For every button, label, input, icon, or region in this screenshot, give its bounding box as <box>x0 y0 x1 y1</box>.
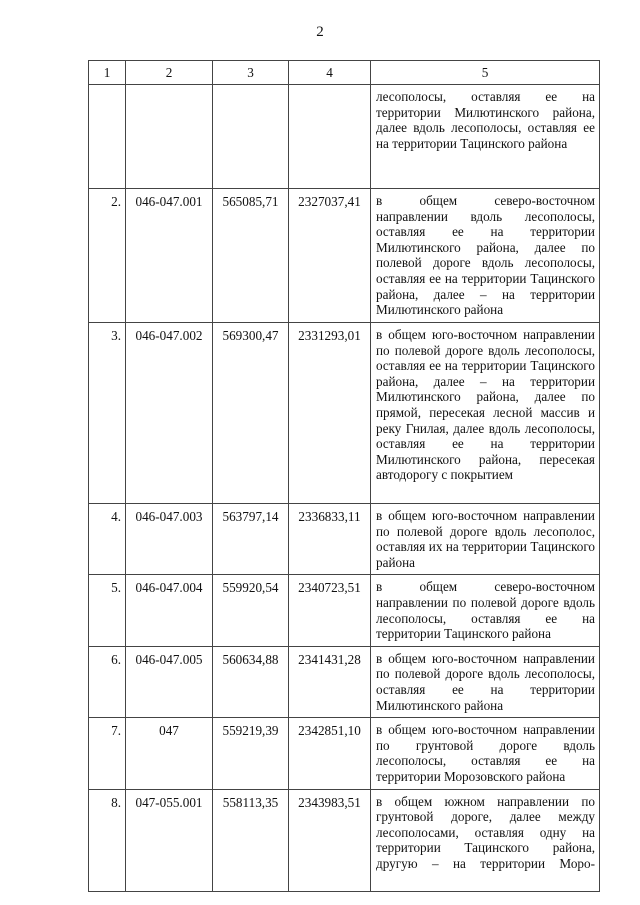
table-row <box>89 789 600 892</box>
boundary-description: в общем юго-восточном направлении по грунтовой дороге вдоль лесополосы, оставляя ее на территории Морозовского района <box>376 722 595 784</box>
column-header-2: 2 <box>126 61 213 85</box>
point-code: 046-047.001 <box>126 189 213 323</box>
row-number: 4. <box>89 504 126 575</box>
boundary-table <box>88 60 600 892</box>
coordinate-x: 558113,35 <box>213 789 289 892</box>
coordinate-y: 2327037,41 <box>289 189 371 323</box>
coordinate-y: 2340723,51 <box>289 575 371 646</box>
point-code: 046-047.005 <box>126 646 213 717</box>
boundary-description: в общем юго-восточном направлении по полевой дороге вдоль лесополос, оставляя их на территории Тацинского района <box>376 508 595 570</box>
row-number: 6. <box>89 646 126 717</box>
point-code: 046-047.002 <box>126 323 213 504</box>
row-number: 2. <box>89 189 126 323</box>
row-number <box>89 85 126 189</box>
table-row <box>89 646 600 717</box>
boundary-description: лесополосы, оставляя ее на территории Милютинского района, далее вдоль лесополосы, оставляя ее на территории Тацинского района <box>376 89 595 151</box>
page-number: 2 <box>316 24 324 40</box>
boundary-description: в общем южном направлении по грунтовой дороге, далее между лесополосами, оставляя одну на территории Тацинского района, другую – на территории Моро- <box>376 793 595 871</box>
boundary-description: в общем юго-восточном направлении по полевой дороге вдоль лесополосы, оставляя ее на территории Милютинского района <box>376 650 595 713</box>
point-code: 047-055.001 <box>126 789 213 892</box>
column-header-5: 5 <box>371 61 600 85</box>
boundary-description: в общем северо-восточном направлении вдоль лесополосы, оставляя ее на территории Милютинского района, далее по полевой дороге вдоль лесополосы, оставляя ее на территории Тацинского района, далее – на территории Милютинского района <box>376 193 595 318</box>
coordinate-x <box>213 85 289 189</box>
point-code <box>126 85 213 189</box>
boundary-description: в общем юго-восточном направлении по полевой дороге вдоль лесополосы, оставляя ее на территории Тацинского района, далее – на территории Милютинского района, далее по прямой, пересекая лесной массив и реку Гнилая, далее вдоль лесополосы, оставляя ее на территории Милютинского района, пересекая автодорогу с покрытием <box>376 327 595 483</box>
table-row <box>89 718 600 789</box>
coordinate-x: 565085,71 <box>213 189 289 323</box>
boundary-description: в общем северо-восточном направлении по полевой дороге вдоль лесополосы, оставляя ее на территории Тацинского района <box>376 579 595 642</box>
coordinate-y: 2331293,01 <box>289 323 371 504</box>
coordinate-y: 2343983,51 <box>289 789 371 892</box>
coordinate-x: 563797,14 <box>213 504 289 575</box>
row-number: 8. <box>89 789 126 892</box>
coordinate-x: 569300,47 <box>213 323 289 504</box>
column-header-3: 3 <box>213 61 289 85</box>
coordinate-x: 560634,88 <box>213 646 289 717</box>
coordinate-y: 2342851,10 <box>289 718 371 789</box>
point-code: 046-047.004 <box>126 575 213 646</box>
coordinate-y: 2336833,11 <box>289 504 371 575</box>
coordinate-x: 559219,39 <box>213 718 289 789</box>
table-row <box>89 189 600 323</box>
coordinate-y <box>289 85 371 189</box>
table-row <box>89 504 600 575</box>
row-number: 7. <box>89 718 126 789</box>
column-header-1: 1 <box>89 61 126 85</box>
coordinate-y: 2341431,28 <box>289 646 371 717</box>
row-number: 5. <box>89 575 126 646</box>
table-row <box>89 85 600 189</box>
table-header-row <box>89 61 600 85</box>
column-header-4: 4 <box>289 61 371 85</box>
point-code: 046-047.003 <box>126 504 213 575</box>
row-number: 3. <box>89 323 126 504</box>
table-row <box>89 323 600 504</box>
table-row <box>89 575 600 646</box>
point-code: 047 <box>126 718 213 789</box>
coordinate-x: 559920,54 <box>213 575 289 646</box>
